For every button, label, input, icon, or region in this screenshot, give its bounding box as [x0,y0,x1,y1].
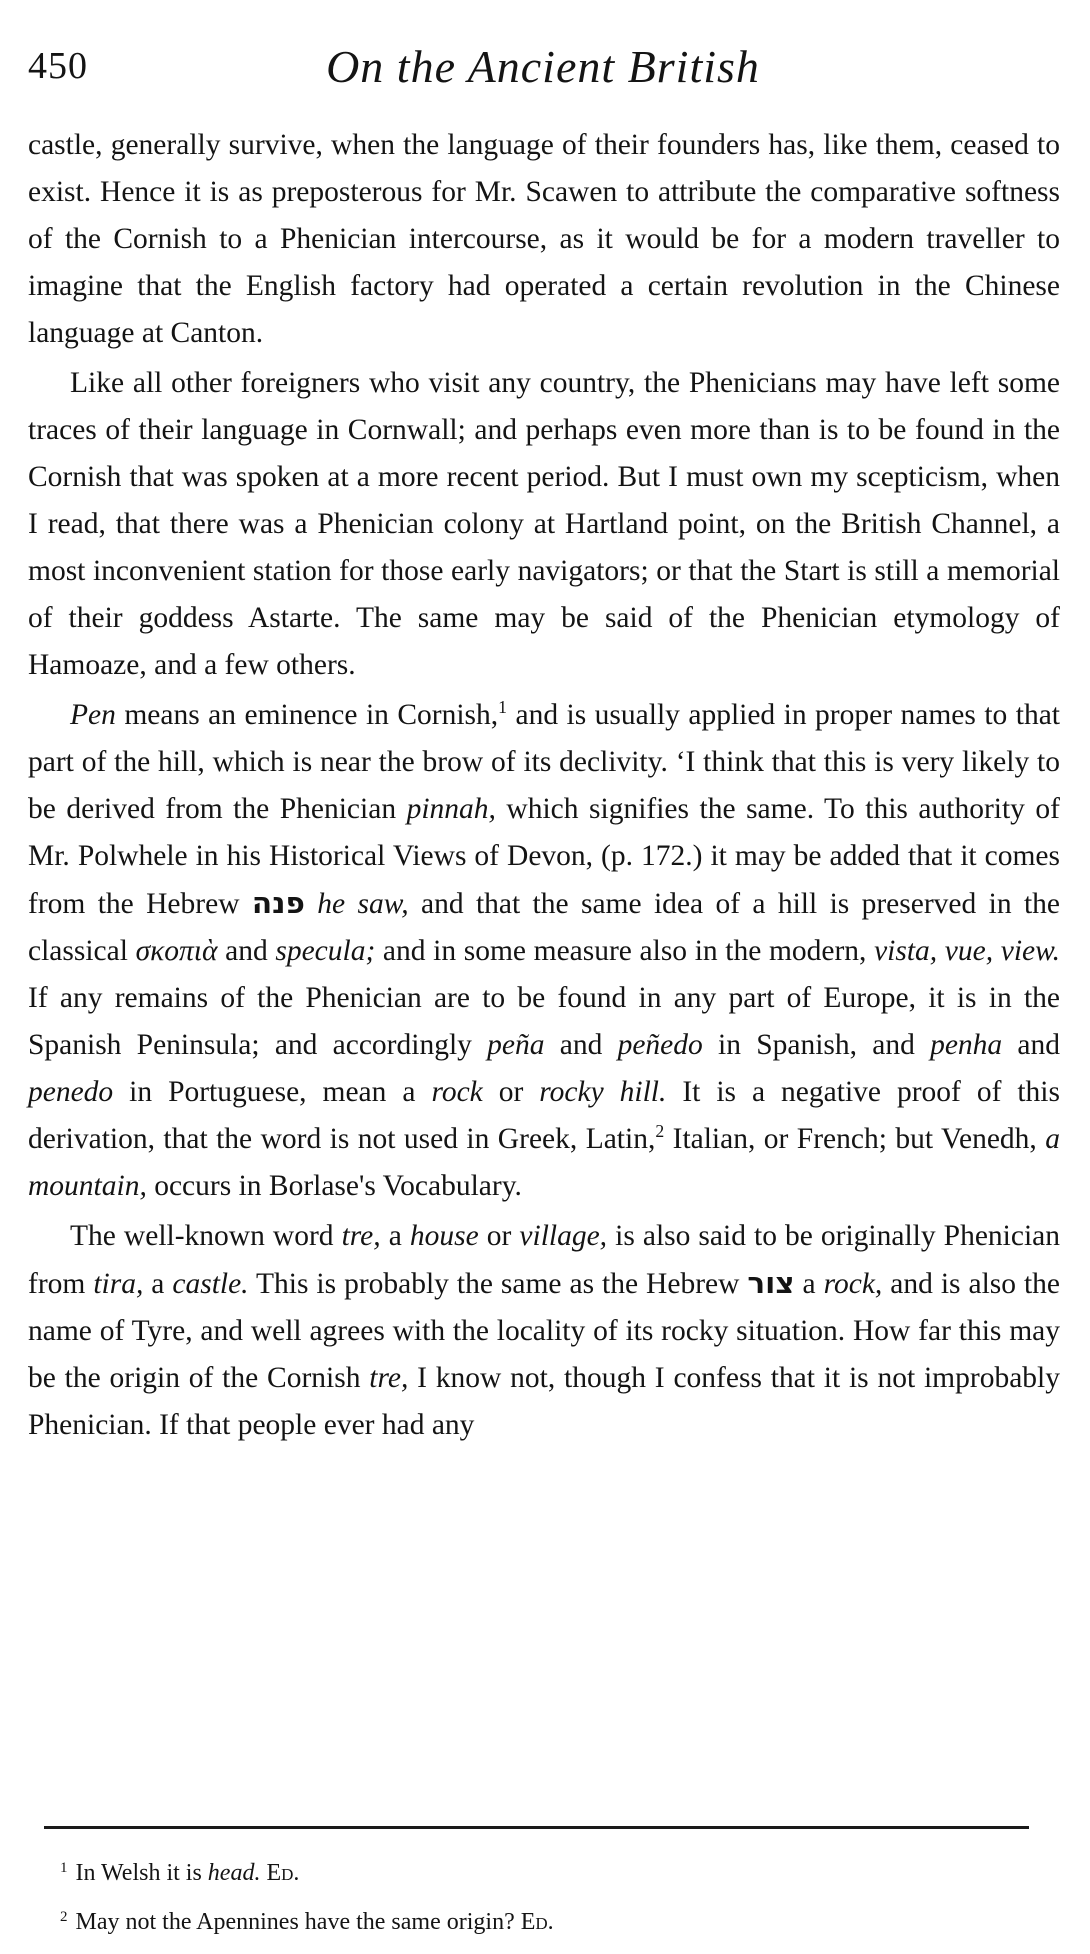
p3-text-h: and [544,1029,618,1061]
footnote-divider [44,1826,1029,1829]
p4-text-g: a [794,1268,824,1300]
p4-text-c: or [478,1220,520,1252]
footnote-2-text: May not the Apennines have the same origin? [75,1909,515,1935]
p3-text-b: and is usually applied in proper names to that part of the hill, which is near the brow of its declivity. ‘I think that this is very likely to be derived from the Phenician [28,699,1060,825]
term-rock: rock [431,1076,483,1108]
term-tre-2: tre, [369,1362,409,1394]
p3-text-j: and [1002,1029,1061,1061]
term-tira: tira, [93,1268,144,1300]
paragraph-3 [28,692,1060,1210]
term-he-saw: he saw, [304,888,409,920]
term-village: village, [519,1220,608,1252]
p3-text-i: in Spanish, and [702,1029,931,1061]
page-header [28,40,1058,100]
page-number: 450 [28,45,88,87]
p4-text-f: This is probably the same as the Hebrew [248,1268,748,1300]
footnote-mark-1: 1 [60,1860,68,1876]
term-vista: vista, vue, view. [874,935,1060,967]
footnote-1-editor: Ed. [266,1860,300,1886]
term-rock-2: rock, [823,1268,883,1300]
p3-text-e: and [217,935,276,967]
paragraph-4 [28,1213,1060,1449]
footnotes [60,1850,1040,1948]
paragraph-2: Like all other foreigners who visit any country, the Phenicians may have left some traces of their language in Cornwall; and perhaps even more than is to be found in the Cornish that was spoken at a more recent period. But I must own my scepticism, when I read, that there was a Phenician colony at Hartland point, on the British Channel, a most inconvenient station for those early navigators; or that the Start is still a memorial of their goddess Astarte. The same may be said of the Phenician etymology of Hamoaze, and a few others. [28,367,1060,681]
p3-text-l: or [482,1076,540,1108]
p4-text-e: a [143,1268,173,1300]
paragraph-1: castle, generally survive, when the language of their founders has, like them, ceased to exist. Hence it is as preposterous for Mr. Scawen to attribute the comparative softness of the Cornish to a Phenician intercourse, as it would be for a modern traveller to imagine that the English factory had operated a certain revolution in the Chinese language at Canton. [28,129,1060,349]
p4-text-b: a [380,1220,410,1252]
hebrew-word-1: פנה [251,886,305,920]
footnote-mark-2: 2 [60,1909,68,1925]
term-penedo-portuguese: penedo [28,1076,114,1108]
p3-text-k: in Portuguese, mean a [113,1076,432,1108]
p3-text-o: occurs in Borlase's Vocabulary. [146,1170,522,1202]
p3-text-a: means an eminence in Cornish, [115,699,499,731]
footnote-2 [60,1899,1040,1948]
term-pena: peña [487,1029,545,1061]
footnote-ref-2: 2 [655,1121,665,1142]
footnote-2-editor: Ed. [520,1909,554,1935]
p4-text-d: is also said to be originally Phenician from [28,1220,1061,1300]
term-tre: tre, [341,1220,381,1252]
hebrew-word-2: צור [747,1266,795,1300]
term-penedo-spanish: peñedo [617,1029,703,1061]
term-pen: Pen [70,699,116,731]
greek-word: σκοπιὰ [135,935,218,967]
p3-text-g: If any remains of the Phenician are to be found in any part of Europe, it is in the Spanish Peninsula; and accordingly [28,982,1060,1061]
term-specula: specula; [275,935,376,967]
footnote-1-text: In Welsh it is [75,1860,208,1886]
term-penha: penha [930,1029,1003,1061]
term-rocky-hill: rocky hill. [539,1076,667,1108]
p3-text-d: and that the same idea of a hill is preserved in the classical [28,888,1060,967]
p3-text-m: It is a negative proof of this derivation, that the word is not used in Greek, Latin, [28,1076,1060,1155]
p3-text-n: Italian, or French; but Venedh, [664,1123,1046,1155]
term-castle: castle. [172,1268,249,1300]
body-text [28,122,1060,1449]
term-house: house [409,1220,479,1252]
footnote-1 [60,1850,1040,1899]
running-head: On the Ancient British [326,41,760,92]
term-pinnah: pinnah, [406,793,496,825]
p3-text-c: which signifies the same. To this authority of Mr. Polwhele in his Historical Views of Devon, (p. 172.) it may be added that it comes from the Hebrew [28,793,1061,920]
p4-text-a: The well-known word [70,1220,342,1252]
p4-text-i: I know not, though I confess that it is not improbably Phenician. If that people ever had any [28,1362,1060,1441]
p3-text-f: and in some measure also in the modern, [375,935,875,967]
p4-text-h: and is also the name of Tyre, and well agrees with the locality of its rocky situation. How far this may be the origin of the Cornish [28,1268,1061,1394]
term-mountain: a mountain, [28,1123,1060,1202]
footnote-ref-1: 1 [498,697,508,718]
footnote-1-italic: head. [207,1860,261,1886]
